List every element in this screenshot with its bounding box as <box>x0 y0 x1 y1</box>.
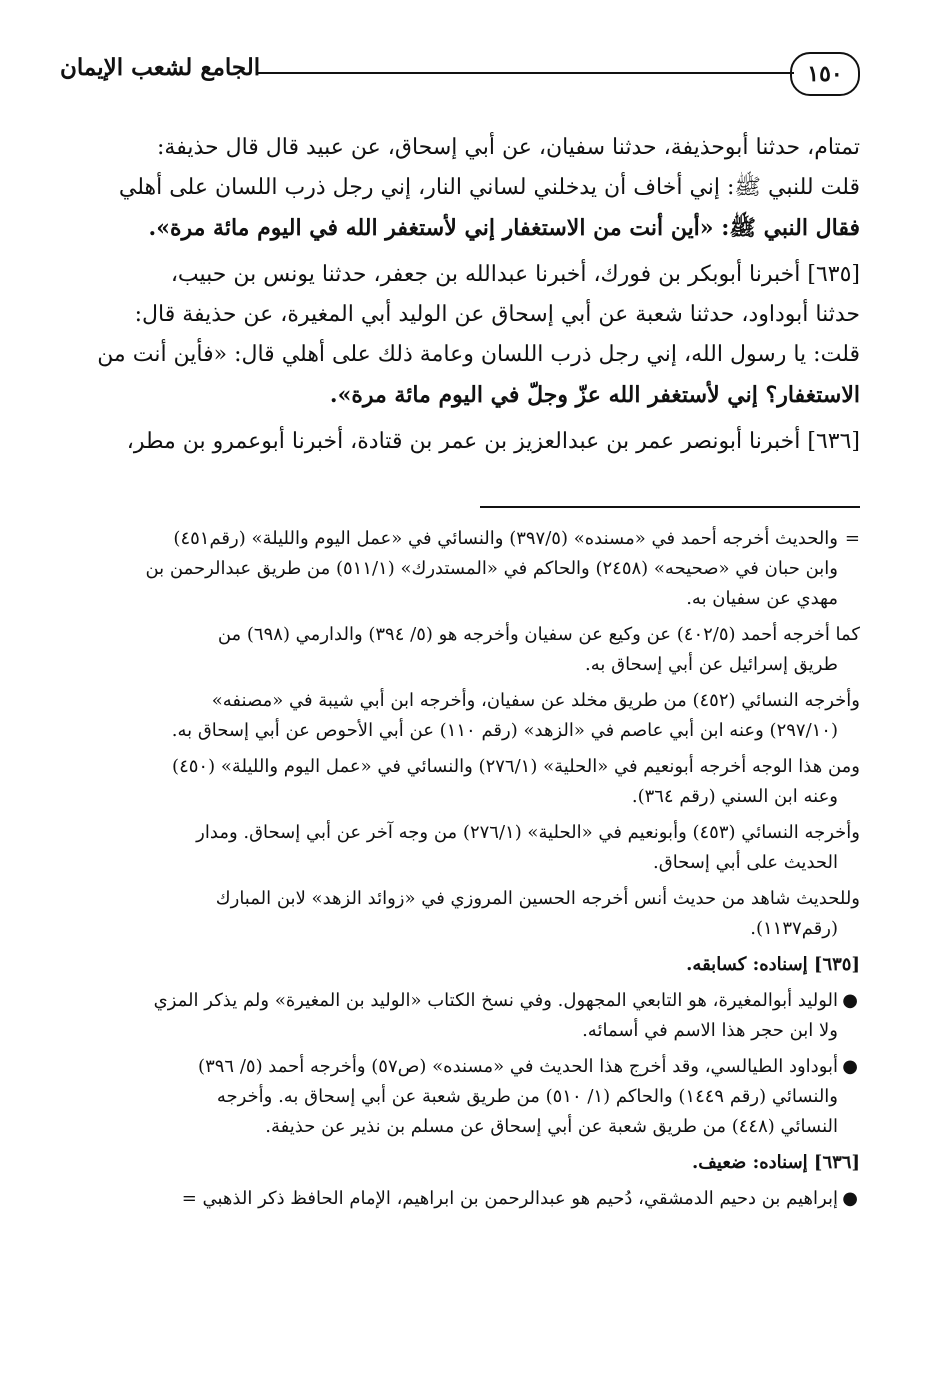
footnote-line: الوليد أبوالمغيرة، هو التابعي المجهول. وفي نسخ الكتاب «الوليد بن المغيرة» ولم يذكر المزي <box>153 990 838 1011</box>
text-line: الاستغفار؟ إني لأستغفر الله عزّ وجلّ في اليوم مائة مرة». <box>329 382 860 408</box>
text-line: تمتام، حدثنا أبوحذيفة، حدثنا سفيان، عن أبي إسحاق، عن عبيد قال قال حذيفة: <box>156 135 860 160</box>
header-rule <box>256 72 794 74</box>
footnote-paragraph <box>74 686 860 746</box>
bullet-note <box>74 1184 860 1214</box>
page-header <box>60 44 860 104</box>
footnote-paragraph <box>74 818 860 878</box>
footnote-paragraph <box>74 884 860 944</box>
footnote-line: وابن حبان في «صحيحه» (٢٤٥٨) والحاكم في «المستدرك» (٥١١/١) من طريق عبدالرحمن بن <box>145 558 838 579</box>
footnote-line: طريق إسرائيل عن أبي إسحاق به. <box>585 654 838 675</box>
continuation-marker: = <box>844 528 860 549</box>
paragraph-1 <box>80 128 860 248</box>
footnote-line: وعنه ابن السني (رقم ٣٦٤). <box>631 786 838 807</box>
footnote-line: ولا ابن حجر هذا الاسم في أسمائه. <box>582 1020 838 1041</box>
text-line: حدثنا أبوداود، حدثنا شعبة عن أبي إسحاق عن الوليد أبي المغيرة، عن حذيفة قال: <box>134 302 860 327</box>
footnote-paragraph <box>74 752 860 812</box>
text-line: [٦٣٦] أخبرنا أبونصر عمر بن عبدالعزيز بن عمر بن قتادة، أخبرنا أبوعمرو بن مطر، <box>126 429 860 454</box>
footnote-line: أبوداود الطيالسي، وقد أخرج هذا الحديث في «مسنده» (ص٥٧) وأخرجه أحمد (٥/ ٣٩٦) <box>198 1056 838 1077</box>
footnote-separator <box>480 506 860 508</box>
main-text <box>80 128 860 469</box>
running-title: الجامع لشعب الإيمان <box>60 54 261 81</box>
footnote-line: ومن هذا الوجه أخرجه أبونعيم في «الحلية» (٢٧٦/١) والنسائي في «عمل اليوم والليلة» (٤٥٠) <box>172 756 860 777</box>
footnote-line: النسائي (٤٤٨) من طريق شعبة عن أبي إسحاق عن مسلم بن نذير عن حذيفة. <box>265 1116 838 1137</box>
bullet-icon: ● <box>842 990 858 1011</box>
footnote-line: إبراهيم بن دحيم الدمشقي، دُحيم هو عبدالرحمن بن ابراهيم، الإمام الحافظ ذكر الذهبي = <box>181 1188 838 1209</box>
footnote-paragraph <box>74 620 860 680</box>
page-number: ١٥٠ <box>790 52 860 96</box>
text-line: قلت للنبي ﷺ: إني أخاف أن يدخلني لساني النار، إني رجل ذرب اللسان على أهلي <box>118 175 860 200</box>
footnote-line: وأخرجه النسائي (٤٥٣) وأبونعيم في «الحلية» (٢٧٦/١) من وجه آخر عن أبي إسحاق. ومدار <box>196 822 860 843</box>
footnote-continuation <box>74 524 860 614</box>
footnote-line: وأخرجه النسائي (٤٥٢) من طريق مخلد عن سفيان، وأخرجه ابن أبي شيبة في «مصنفه» <box>211 690 860 711</box>
bullet-note <box>74 1052 860 1142</box>
bullet-icon: ● <box>842 1188 858 1209</box>
footnotes <box>74 524 860 1220</box>
footnote-line: والحديث أخرجه أحمد في «مسنده» (٣٩٧/٥) والنسائي في «عمل اليوم والليلة» (رقم٤٥١) <box>173 528 838 549</box>
paragraph-636 <box>80 422 860 462</box>
footnote-line: (٢٩٧/١٠) وعنه ابن أبي عاصم في «الزهد» (رقم ١١٠) عن أبي الأحوص عن أبي إسحاق به. <box>171 720 838 741</box>
footnote-line: (رقم١١٣٧). <box>750 918 838 939</box>
isnad-heading-635: [٦٣٥] إسناده: كسابقه. <box>686 954 860 975</box>
footnote-line: والنسائي (رقم ١٤٤٩) والحاكم (١/ ٥١٠) من طريق شعبة عن أبي إسحاق به. وأخرجه <box>216 1086 838 1107</box>
text-line: قلت: يا رسول الله، إني رجل ذرب اللسان وعامة ذلك على أهلي قال: «فأين أنت من <box>97 342 860 367</box>
paragraph-635 <box>80 255 860 415</box>
text-line: فقال النبي ﷺ: «أين أنت من الاستغفار إني لأستغفر الله في اليوم مائة مرة». <box>148 215 860 241</box>
footnote-line: كما أخرجه أحمد (٤٠٢/٥) عن وكيع عن سفيان وأخرجه هو (٥/ ٣٩٤) والدارمي (٦٩٨) من <box>217 624 860 645</box>
footnote-line: وللحديث شاهد من حديث أنس أخرجه الحسين المروزي في «زوائد الزهد» لابن المبارك <box>215 888 860 909</box>
bullet-note <box>74 986 860 1046</box>
bullet-icon: ● <box>842 1056 858 1077</box>
isnad-heading-636: [٦٣٦] إسناده: ضعيف. <box>692 1152 860 1173</box>
footnote-line: الحديث على أبي إسحاق. <box>653 852 838 873</box>
footnote-line: مهدي عن سفيان به. <box>686 588 838 609</box>
text-line: [٦٣٥] أخبرنا أبوبكر بن فورك، أخبرنا عبدالله بن جعفر، حدثنا يونس بن حبيب، <box>170 262 860 287</box>
